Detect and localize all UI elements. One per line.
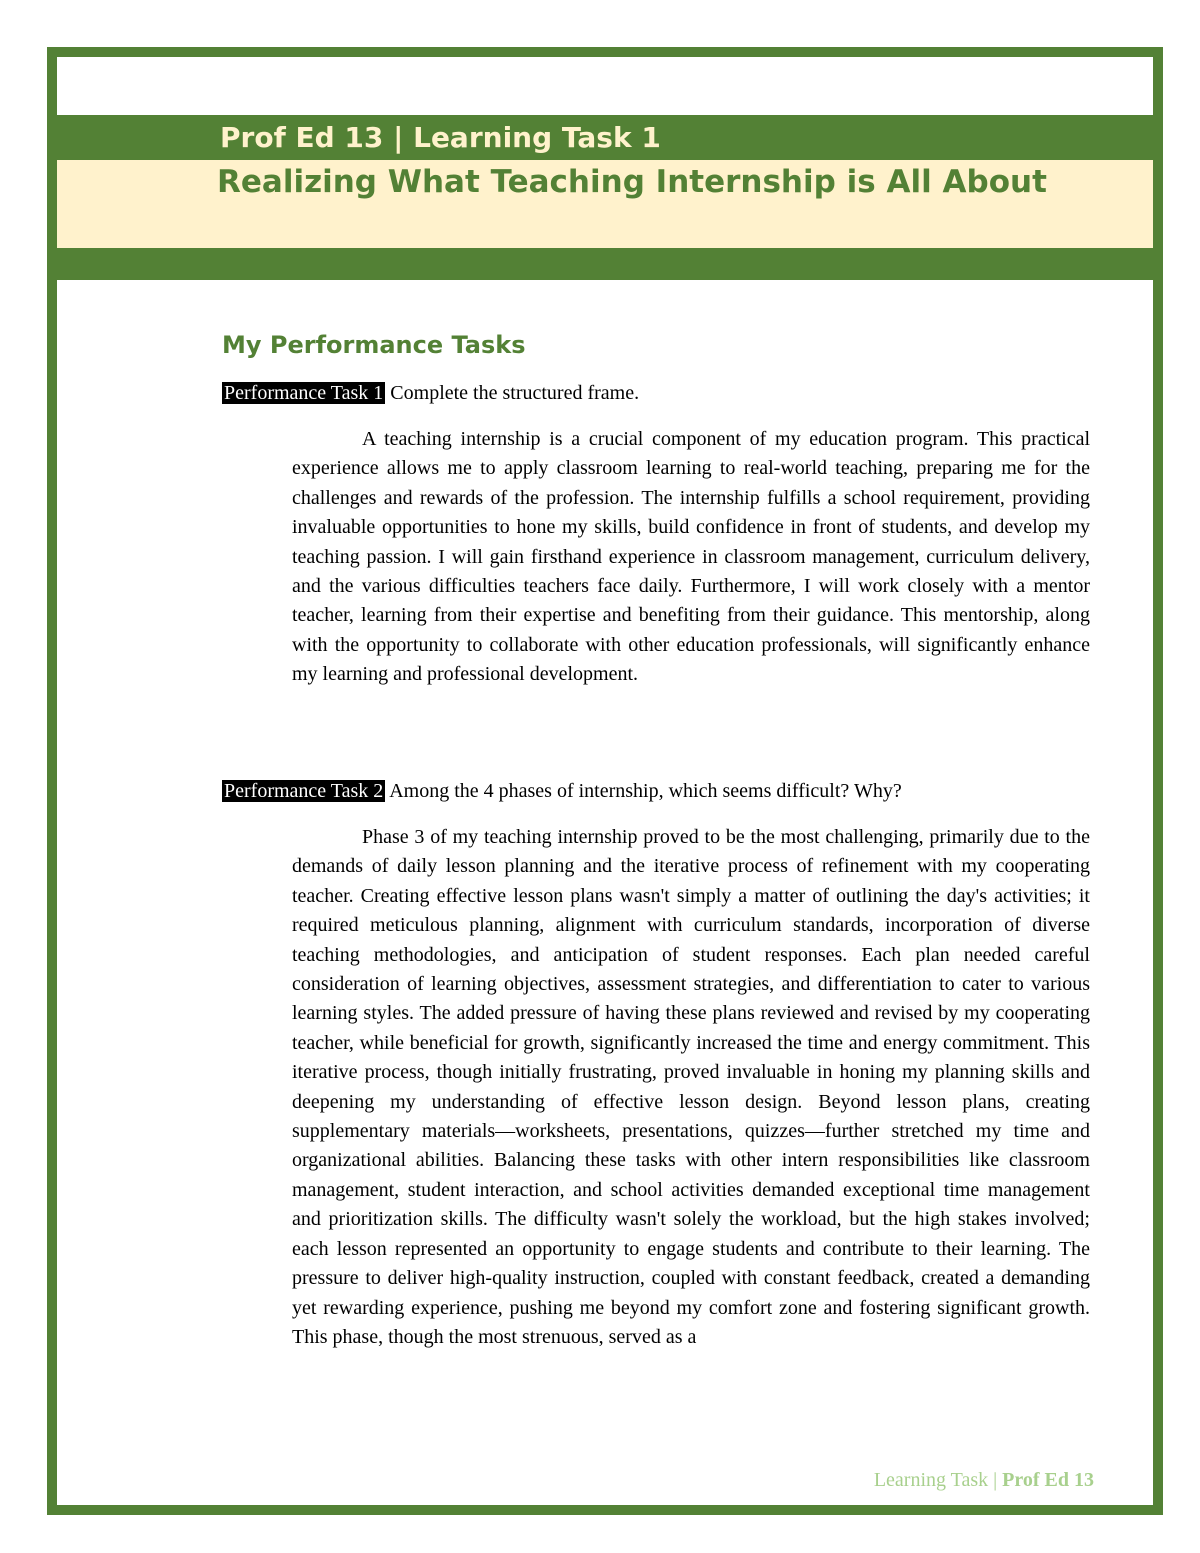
title-box xyxy=(57,160,1153,248)
page-footer xyxy=(874,1467,1094,1493)
task-2-line xyxy=(222,778,902,804)
task-1-answer: A teaching internship is a crucial component of my education program. This practical experience allows me to apply classroom learning to real-world teaching, preparing me for the challenges and rewards of the profession. The internship fulfills a school requirement, providing invaluable opportunities to hone my skills, build confidence in front of students, and develop my teaching passion. I will gain firsthand experience in classroom management, curriculum delivery, and the various difficulties teachers face daily. Furthermore, I will work closely with a mentor teacher, learning from their expertise and benefiting from their guidance. This mentorship, along with the opportunity to collaborate with other education professionals, will significantly enhance my learning and professional development. xyxy=(292,428,1090,686)
task-1-line xyxy=(222,380,639,406)
task-1-prompt: Complete the structured frame. xyxy=(390,382,640,404)
footer-course: Prof Ed 13 xyxy=(1002,1469,1094,1491)
page-border-frame xyxy=(47,47,1163,1515)
footer-text: Learning Task | xyxy=(873,1469,998,1491)
header-band xyxy=(57,115,1153,280)
page-title: Realizing What Teaching Internship is All About xyxy=(217,164,1047,200)
task-2-label: Performance Task 2 xyxy=(224,780,384,802)
task-2-prompt: Among the 4 phases of internship, which seems difficult? Why? xyxy=(389,780,902,802)
section-heading: My Performance Tasks xyxy=(222,331,526,359)
task-1-label: Performance Task 1 xyxy=(224,382,384,404)
course-task-line: Prof Ed 13 | Learning Task 1 xyxy=(220,121,661,154)
task-2-answer: Phase 3 of my teaching internship proved to be the most challenging, primarily due to the demands of daily lesson planning and the iterative process of refinement with my cooperating teacher. Creating effective lesson plans wasn't simply a matter of outlining the day's activities; it required meticulous planning, alignment with curriculum standards, incorporation of diverse teaching methodologies, and anticipation of student responses. Each plan needed careful consideration of learning objectives, assessment strategies, and differentiation to cater to various learning styles. The added pressure of having these plans reviewed and revised by my cooperating teacher, while beneficial for growth, significantly increased the time and energy commitment. This iterative process, though initially frustrating, proved invaluable in honing my planning skills and deepening my understanding of effective lesson design. Beyond lesson plans, creating supplementary materials—worksheets, presentations, quizzes—further stretched my time and organizational abilities. Balancing these tasks with other intern responsibilities like classroom management, student interaction, and school activities demanded exceptional time management and prioritization skills. The difficulty wasn't solely the workload, but the high stakes involved; each lesson represented an opportunity to engage students and contribute to their learning. The pressure to deliver high-quality instruction, coupled with constant feedback, created a demanding yet rewarding experience, pushing me beyond my comfort zone and fostering significant growth. This phase, though the most strenuous, served as a xyxy=(292,826,1090,1348)
